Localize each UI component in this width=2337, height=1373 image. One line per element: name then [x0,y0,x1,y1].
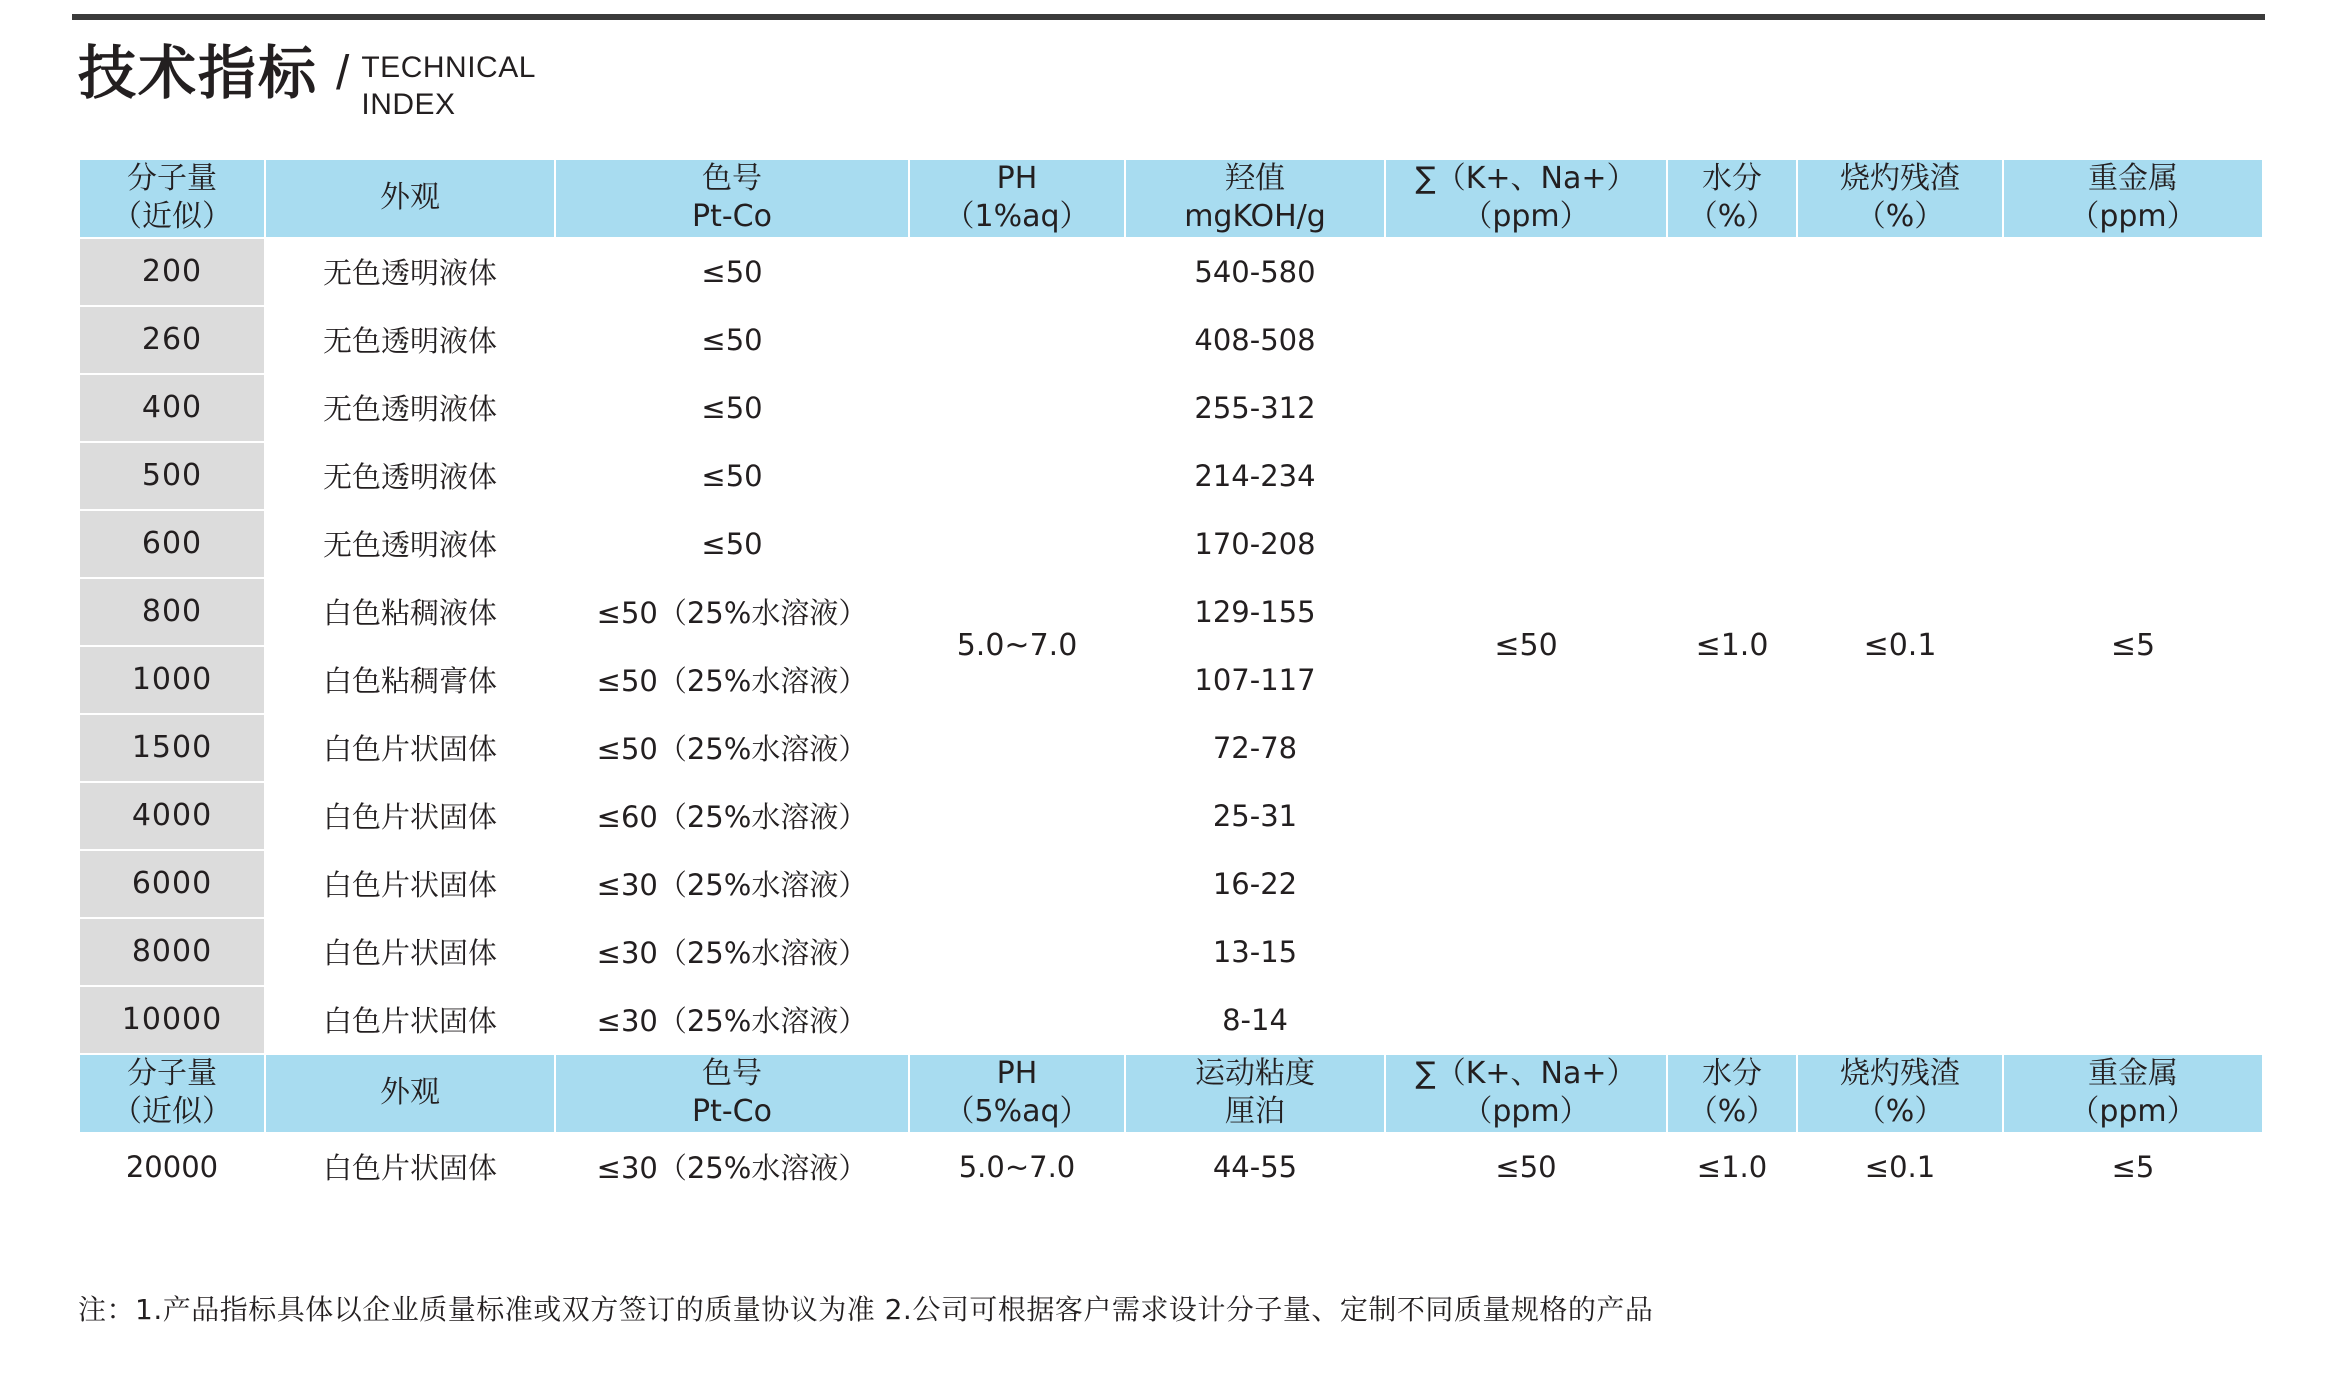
table1-header-row [79,159,2263,238]
cell-color-number: ≤50 [555,238,909,306]
page-title-separator: / [336,47,350,100]
header2-color-number-l1: 色号 [702,1055,762,1091]
cell-molecular-weight: 1000 [79,646,265,714]
cell-hydroxyl-value: 25-31 [1125,782,1385,850]
header2-molecular-weight-l2: （近似） [112,1094,232,1130]
page-title-en [361,50,536,123]
cell-appearance: 白色片状固体 [265,714,555,782]
header-ignition-residue-l2: （%） [1855,199,1945,235]
cell2-heavy-metal: ≤5 [2003,1133,2263,1201]
header2-ph [909,1054,1125,1133]
header2-alkali-metal-l2: （ppm） [1462,1094,1590,1130]
header-hydroxyl-value-l2: mgKOH/g [1184,199,1326,235]
header2-molecular-weight-l1: 分子量 [127,1055,217,1091]
header2-molecular-weight [79,1054,265,1133]
top-divider-rule [72,14,2265,20]
cell-appearance: 无色透明液体 [265,238,555,306]
cell-molecular-weight: 400 [79,374,265,442]
cell2-color-number: ≤30（25%水溶液） [555,1133,909,1201]
cell2-appearance: 白色片状固体 [265,1133,555,1201]
header2-ignition-residue-l2: （%） [1855,1094,1945,1130]
header2-moisture-l2: （%） [1687,1094,1777,1130]
header2-kinematic-viscosity-l2: 厘泊 [1225,1094,1285,1130]
table-row [79,1133,2263,1201]
header-ph-l2: （1%aq） [944,199,1090,235]
cell-color-number: ≤50（25%水溶液） [555,714,909,782]
cell-heavy-metal-merged: ≤5 [2003,238,2263,1054]
cell-color-number: ≤30（25%水溶液） [555,986,909,1054]
cell-alkali-metal-merged: ≤50 [1385,238,1667,1054]
page-title-cn: 技术指标 [78,39,319,107]
cell-molecular-weight: 8000 [79,918,265,986]
header2-appearance [265,1054,555,1133]
cell-color-number: ≤50（25%水溶液） [555,578,909,646]
header2-heavy-metal-l2: （ppm） [2069,1094,2197,1130]
cell2-kinematic-viscosity: 44-55 [1125,1133,1385,1201]
cell-molecular-weight: 500 [79,442,265,510]
cell-color-number: ≤30（25%水溶液） [555,850,909,918]
cell-hydroxyl-value: 255-312 [1125,374,1385,442]
cell-hydroxyl-value: 8-14 [1125,986,1385,1054]
cell-molecular-weight: 200 [79,238,265,306]
header-moisture-l2: （%） [1687,199,1777,235]
cell2-alkali-metal: ≤50 [1385,1133,1667,1201]
cell-ignition-residue-merged: ≤0.1 [1797,238,2003,1054]
header2-heavy-metal-l1: 重金属 [2088,1055,2178,1091]
header-heavy-metal-l1: 重金属 [2088,161,2178,196]
cell-hydroxyl-value: 170-208 [1125,510,1385,578]
header-ignition-residue [1797,159,2003,238]
specification-table [78,158,2264,1202]
cell2-molecular-weight: 20000 [79,1133,265,1201]
header-alkali-metal-l2: （ppm） [1462,199,1590,235]
cell-molecular-weight: 4000 [79,782,265,850]
table-row [79,238,2263,306]
cell-molecular-weight: 260 [79,306,265,374]
header-moisture-l1: 水分 [1702,161,1762,196]
header-molecular-weight-l2: （近似） [112,199,232,235]
header-appearance-l1: 外观 [380,180,440,216]
cell-color-number: ≤50 [555,374,909,442]
cell-hydroxyl-value: 72-78 [1125,714,1385,782]
cell-appearance: 无色透明液体 [265,510,555,578]
cell-appearance: 白色片状固体 [265,918,555,986]
header-hydroxyl-value [1125,159,1385,238]
header-moisture [1667,159,1797,238]
cell-color-number: ≤50 [555,442,909,510]
cell-appearance: 白色片状固体 [265,782,555,850]
header2-alkali-metal [1385,1054,1667,1133]
header-alkali-metal [1385,159,1667,238]
cell-ph-merged: 5.0~7.0 [909,238,1125,1054]
header-ph-l1: PH [996,161,1038,196]
cell-appearance: 白色片状固体 [265,986,555,1054]
cell-appearance: 白色片状固体 [265,850,555,918]
cell-hydroxyl-value: 13-15 [1125,918,1385,986]
header2-alkali-metal-l1: ∑（K+、Na+） [1415,1055,1637,1091]
cell-color-number: ≤50 [555,306,909,374]
cell-color-number: ≤60（25%水溶液） [555,782,909,850]
cell-hydroxyl-value: 540-580 [1125,238,1385,306]
header-ignition-residue-l1: 烧灼残渣 [1840,161,1960,196]
header2-moisture-l1: 水分 [1702,1055,1762,1091]
cell-hydroxyl-value: 16-22 [1125,850,1385,918]
header2-color-number-l2: Pt-Co [692,1094,772,1130]
cell-molecular-weight: 1500 [79,714,265,782]
page-title [78,39,536,123]
cell-appearance: 白色粘稠液体 [265,578,555,646]
cell-moisture-merged: ≤1.0 [1667,238,1797,1054]
cell-hydroxyl-value: 129-155 [1125,578,1385,646]
header2-color-number [555,1054,909,1133]
table2-header-row [79,1054,2263,1133]
cell-molecular-weight: 6000 [79,850,265,918]
header-heavy-metal-l2: （ppm） [2069,199,2197,235]
header-heavy-metal [2003,159,2263,238]
footnote: 注：1.产品指标具体以企业质量标准或双方签订的质量协议为准 2.公司可根据客户需求设计分子量、定制不同质量规格的产品 [78,1293,1654,1326]
header-color-number-l1: 色号 [702,161,762,196]
cell-color-number: ≤50（25%水溶液） [555,646,909,714]
header2-heavy-metal [2003,1054,2263,1133]
header2-appearance-l1: 外观 [380,1074,440,1110]
header2-ignition-residue [1797,1054,2003,1133]
header2-kinematic-viscosity-l1: 运动粘度 [1195,1055,1315,1091]
header-molecular-weight [79,159,265,238]
cell2-moisture: ≤1.0 [1667,1133,1797,1201]
cell-appearance: 无色透明液体 [265,306,555,374]
header2-moisture [1667,1054,1797,1133]
cell2-ignition-residue: ≤0.1 [1797,1133,2003,1201]
header2-kinematic-viscosity [1125,1054,1385,1133]
cell-color-number: ≤50 [555,510,909,578]
cell-appearance: 白色粘稠膏体 [265,646,555,714]
cell-hydroxyl-value: 214-234 [1125,442,1385,510]
header2-ph-l2: （5%aq） [944,1094,1090,1130]
page-title-en-line1: TECHNICAL [361,51,536,84]
header-molecular-weight-l1: 分子量 [127,161,217,196]
header-color-number [555,159,909,238]
page-title-en-line2: INDEX [361,87,456,121]
header-alkali-metal-l1: ∑（K+、Na+） [1415,161,1637,196]
header-hydroxyl-value-l1: 羟值 [1225,161,1285,196]
cell2-ph: 5.0~7.0 [909,1133,1125,1201]
header2-ignition-residue-l1: 烧灼残渣 [1840,1055,1960,1091]
cell-molecular-weight: 10000 [79,986,265,1054]
header2-ph-l1: PH [996,1055,1038,1091]
cell-hydroxyl-value: 408-508 [1125,306,1385,374]
header-ph [909,159,1125,238]
cell-appearance: 无色透明液体 [265,374,555,442]
cell-appearance: 无色透明液体 [265,442,555,510]
cell-hydroxyl-value: 107-117 [1125,646,1385,714]
cell-molecular-weight: 600 [79,510,265,578]
header-color-number-l2: Pt-Co [692,199,772,235]
header-appearance [265,159,555,238]
cell-molecular-weight: 800 [79,578,265,646]
cell-color-number: ≤30（25%水溶液） [555,918,909,986]
